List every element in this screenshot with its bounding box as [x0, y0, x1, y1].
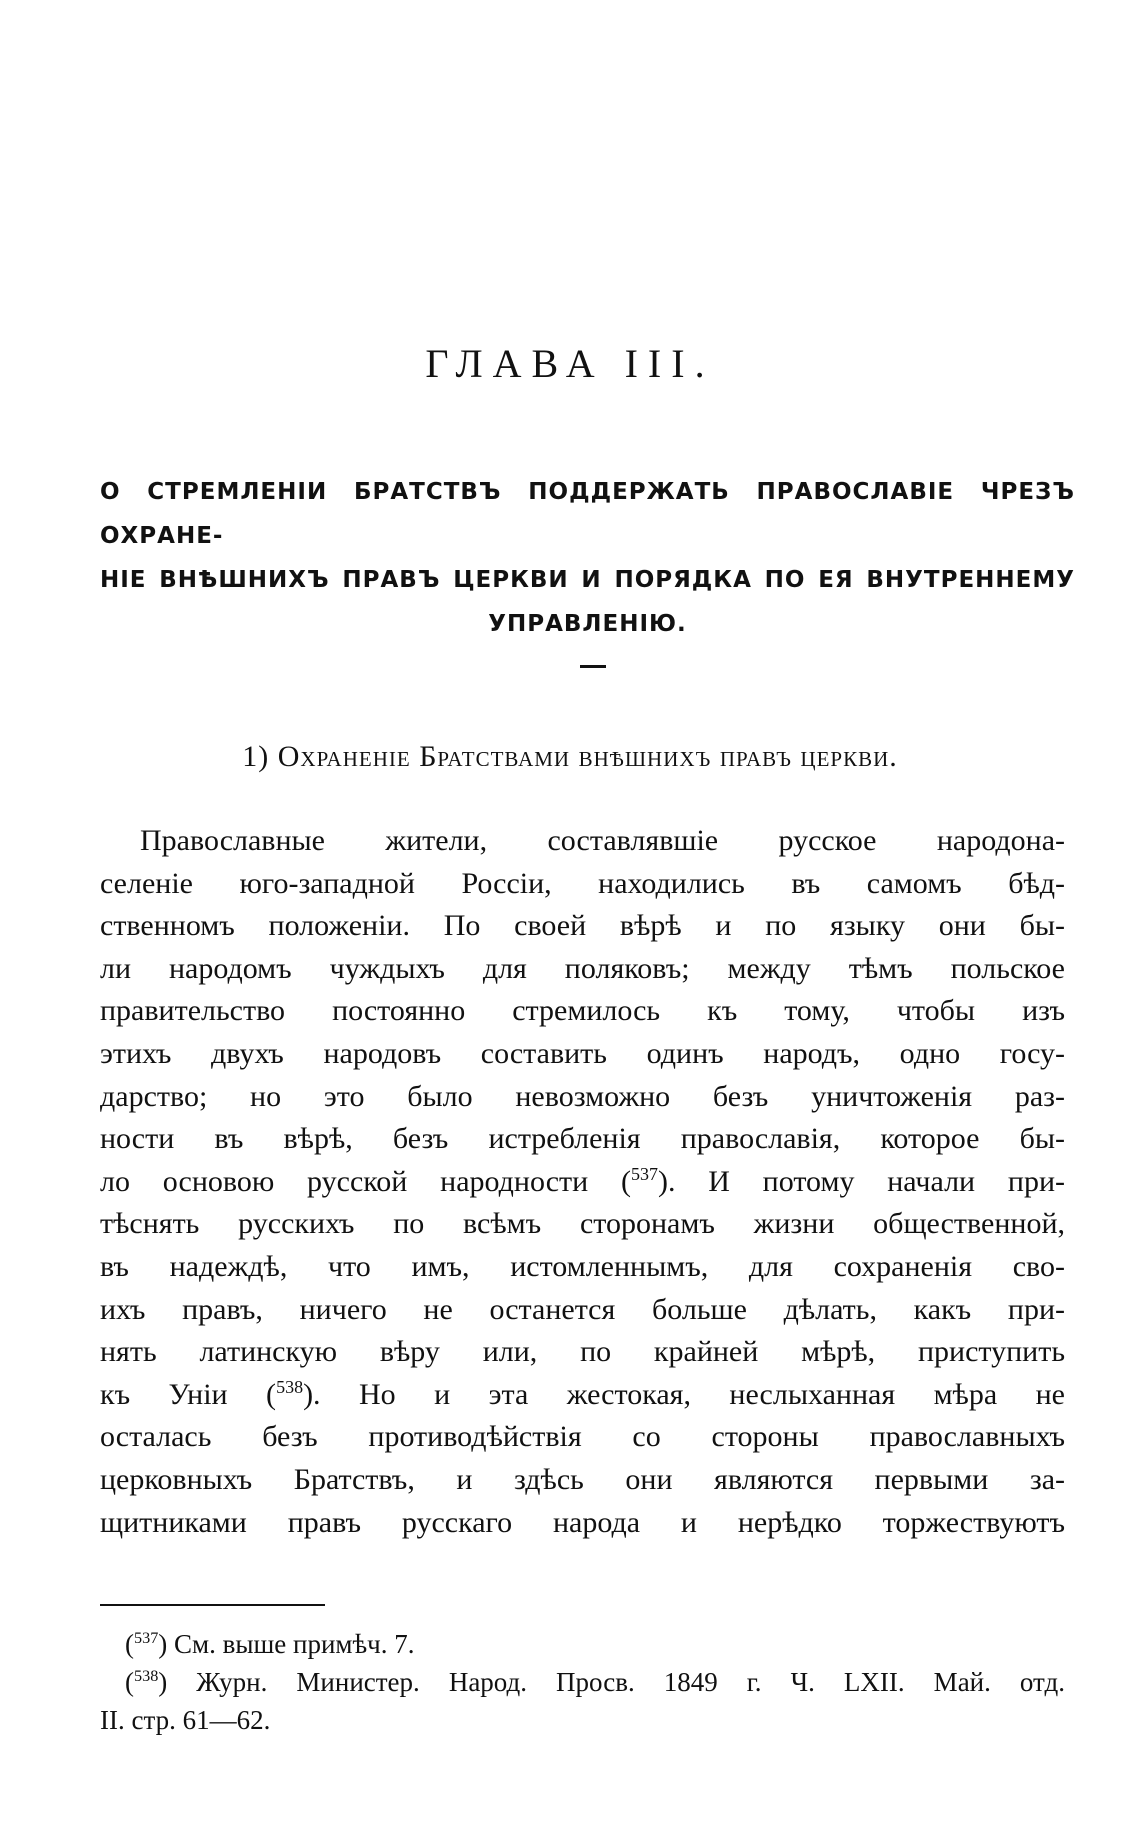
body-line: въ надеждѣ, что имъ, истомленнымъ, для сохраненія сво- — [100, 1249, 1065, 1283]
body-text — [100, 820, 1065, 1544]
body-line: осталась безъ противодѣйствія со стороны православныхъ — [100, 1420, 1065, 1454]
body-line: щитниками правъ русскаго народа и нерѣдко торжествуютъ — [100, 1505, 1065, 1539]
footnote-number-537: 537 — [134, 1629, 159, 1647]
ornament-dash — [580, 665, 606, 668]
chapter-title-line-1: О СТРЕМЛЕНІИ БРАТСТВЪ ПОДДЕРЖАТЬ ПРАВОСЛАВІЕ ЧРЕЗЪ ОХРАНЕ- — [100, 479, 1075, 549]
footnote-part: ( — [125, 1667, 134, 1697]
chapter-heading: ГЛАВА III. — [425, 341, 715, 386]
body-line: ихъ правъ, ничего не останется больше дѣлать, какъ при- — [100, 1292, 1065, 1326]
body-line: правительство постоянно стремилось къ тому, чтобы изъ — [100, 994, 1065, 1028]
body-line: ли народомъ чуждыхъ для поляковъ; между тѣмъ польское — [100, 951, 1065, 985]
body-line: тѣснять русскихъ по всѣмъ сторонамъ жизни общественной, — [100, 1207, 1065, 1241]
footnote-part: ( — [125, 1629, 134, 1659]
body-line: Православные жители, составлявшіе русское народона- — [140, 824, 1065, 857]
footnote-538-continuation: II. стр. 61—62. — [100, 1705, 271, 1735]
body-line-part: ). И потому начали при- — [657, 1164, 1065, 1198]
section-heading — [0, 740, 1140, 774]
body-line-part: ло основою русской народности ( — [100, 1164, 631, 1198]
chapter-title-line-2: НІЕ ВНѢШНИХЪ ПРАВЪ ЦЕРКВИ И ПОРЯДКА ПО ЕЯ ВНУТРЕННЕМУ — [100, 567, 1075, 593]
body-line: ственномъ положеніи. По своей вѣрѣ и по языку они бы- — [100, 909, 1065, 943]
body-line: ности въ вѣрѣ, безъ истребленія православія, которое бы- — [100, 1122, 1065, 1156]
section-number: 1) — [242, 740, 270, 773]
footnote-ref-538[interactable]: 538 — [276, 1376, 304, 1397]
body-line-with-footnote-ref — [100, 1161, 1065, 1204]
section-title: Охраненіе Братствами внѣшнихъ правъ церкви. — [277, 740, 898, 773]
footnote-538 — [100, 1663, 1065, 1701]
footnote-ref-537[interactable]: 537 — [630, 1163, 658, 1184]
footnote-part: ) См. выше примѣч. 7. — [158, 1629, 415, 1659]
footnotes — [100, 1625, 1065, 1739]
chapter-title-line-3: УПРАВЛЕНІЮ. — [488, 611, 687, 637]
body-line: этихъ двухъ народовъ составить одинъ народъ, одно госу- — [100, 1036, 1065, 1070]
footnote-537 — [100, 1625, 1065, 1663]
body-line-with-footnote-ref — [100, 1374, 1065, 1417]
footnote-part: ) Журн. Министер. Народ. Просв. 1849 г. Ч. LXII. Май. отд. — [158, 1667, 1065, 1697]
footnote-divider — [100, 1604, 325, 1606]
body-line-part: къ Уніи ( — [100, 1377, 277, 1411]
footnote-number-538: 538 — [134, 1667, 159, 1685]
body-line-part: ). Но и эта жестокая, неслыханная мѣра не — [303, 1377, 1065, 1411]
body-line: церковныхъ Братствъ, и здѣсь они являются первыми за- — [100, 1462, 1065, 1496]
body-line: нять латинскую вѣру или, по крайней мѣрѣ, приступить — [100, 1335, 1065, 1369]
body-line: селеніе юго-западной Россіи, находились въ самомъ бѣд- — [100, 866, 1065, 900]
body-line: дарство; но это было невозможно безъ уничтоженія раз- — [100, 1079, 1065, 1113]
chapter-title — [100, 470, 1075, 646]
